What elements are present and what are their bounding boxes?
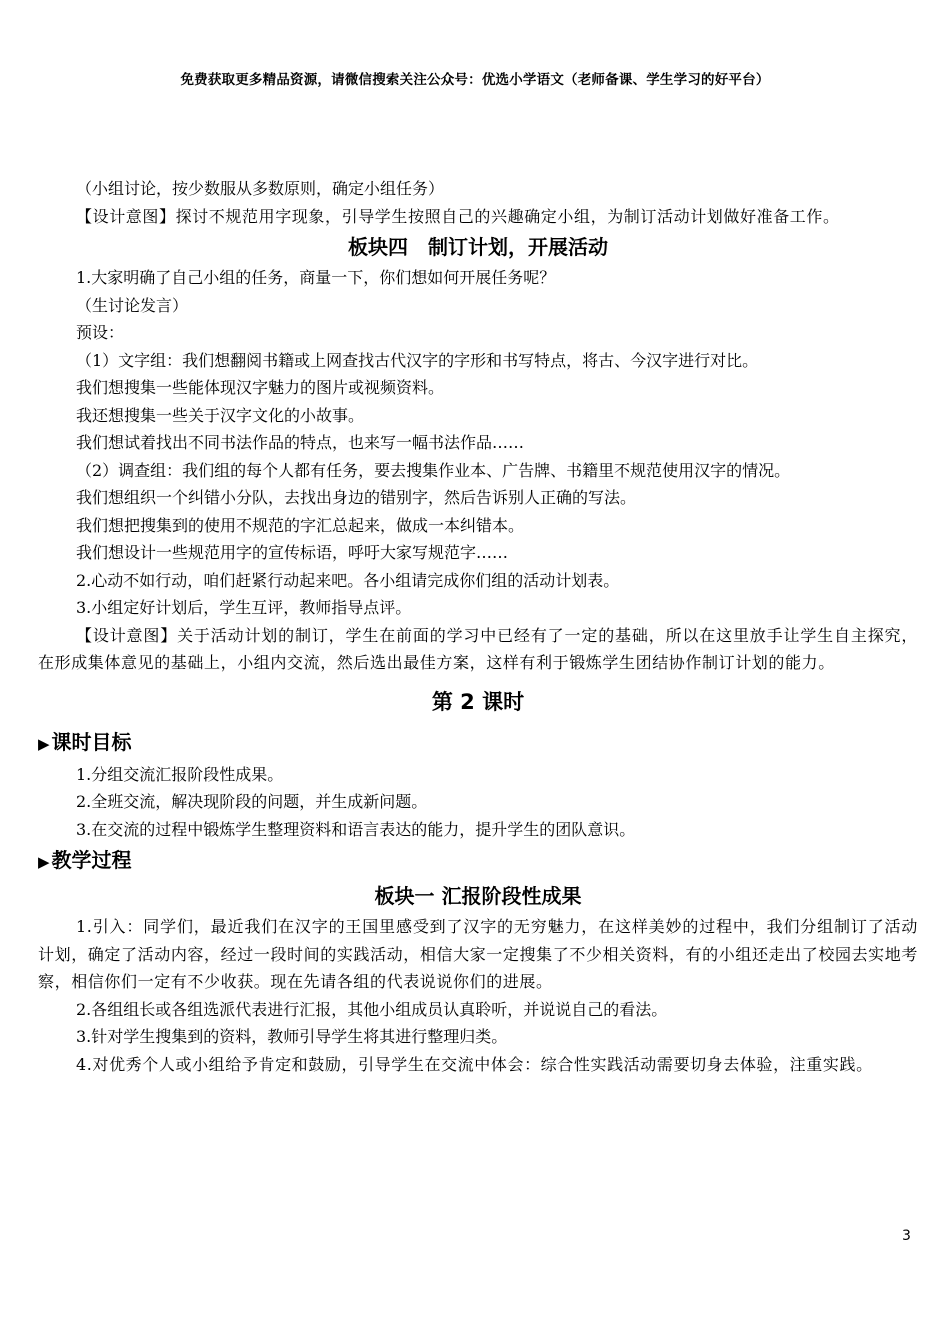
goals-section-title: ▶ 课时目标 (38, 729, 132, 754)
promo-banner: 免费获取更多精品资源，请微信搜索关注公众号：优选小学语文（老师备课、学生学习的好平台） (180, 72, 770, 88)
design-intent-text: 探讨不规范用字现象，引导学生按照自己的兴趣确定小组，为制订活动计划做好准备工作。 (175, 206, 840, 226)
design-intent-label: 【设计意图】 (76, 625, 178, 645)
text-group-line: 我们想试着找出不同书法作品的特点，也来写一幅书法作品…… (76, 433, 525, 452)
survey-group-line: （2）调查组：我们组的每个人都有任务，要去搜集作业本、广告牌、书籍里不规范使用汉字的情况。 (76, 460, 791, 480)
block1-heading: 板块一 汇报阶段性成果 (374, 884, 582, 908)
goal-item: 3.在交流的过程中锻炼学生整理资料和语言表达的能力，提升学生的团队意识。 (76, 819, 636, 839)
process-item: 1.引入：同学们，最近我们在汉字的王国里感受到了汉字的无穷魅力，在这样美妙的过程中，我们分组制订了活动计划，确定了活动内容，经过一段时间的实践活动，相信大家一定搜集了不少相关资料，有的小组还走出了校园去实地考察，相信你们一定有不少收获。现在先请各组的代表说说你们的进展。 (38, 917, 918, 991)
page-number: 3 (902, 1228, 911, 1244)
triangle-bullet-icon: ▶ (38, 853, 50, 871)
lesson-2-heading: 第 2 课时 (431, 689, 525, 714)
question-1: 1.大家明确了自己小组的任务，商量一下，你们想如何开展任务呢？ (76, 268, 556, 287)
text-group-line: （1）文字组：我们想翻阅书籍或上网查找古代汉字的字形和书写特点，将古、今汉字进行对比。 (76, 350, 759, 370)
discussion-note: （小组讨论，按少数服从多数原则，确定小组任务） (76, 179, 445, 198)
process-item: 2.各组组长或各组选派代表进行汇报，其他小组成员认真聆听，并说说自己的看法。 (76, 999, 668, 1019)
design-intent-label: 【设计意图】 (76, 206, 176, 226)
process-item: 4.对优秀个人或小组给予肯定和鼓励，引导学生在交流中体会：综合性实践活动需要切身去体验，注重实践。 (76, 1054, 873, 1074)
question-2: 2.心动不如行动，咱们赶紧行动起来吧。各小组请完成你们组的活动计划表。 (76, 570, 620, 590)
survey-group-line: 我们想设计一些规范用字的宣传标语，呼吁大家写规范字…… (76, 543, 509, 562)
triangle-bullet-icon: ▶ (38, 734, 50, 753)
design-intent-text: 关于活动计划的制订，学生在前面的学习中已经有了一定的基础，所以在这里放手让学生自主探究，在形成集体意见的基础上，小组内交流，然后选出最佳方案，这样有利于锻炼学生团结协作制订计划的能力。 (38, 625, 918, 672)
goal-item: 1.分组交流汇报阶段性成果。 (76, 764, 284, 784)
student-discussion-note: （生讨论发言） (76, 295, 189, 315)
process-item: 3.针对学生搜集到的资料，教师引导学生将其进行整理归类。 (76, 1027, 508, 1046)
survey-group-line: 我们想组织一个纠错小分队，去找出身边的错别字，然后告诉别人正确的写法。 (76, 488, 637, 507)
text-group-line: 我们想搜集一些能体现汉字魅力的图片或视频资料。 (76, 378, 445, 397)
design-intent-paragraph (38, 203, 918, 231)
process-section-title: ▶ 教学过程 (38, 848, 132, 872)
question-3: 3.小组定好计划后，学生互评，教师指导点评。 (76, 598, 412, 617)
goal-item: 2.全班交流，解决现阶段的问题，并生成新问题。 (76, 792, 428, 811)
design-intent-paragraph (38, 622, 918, 677)
block4-heading: 板块四 制订计划，开展活动 (348, 235, 608, 259)
text-group-line: 我还想搜集一些关于汉字文化的小故事。 (76, 405, 365, 425)
preset-label: 预设： (76, 323, 125, 342)
document-body (38, 175, 918, 1078)
survey-group-line: 我们想把搜集到的使用不规范的字汇总起来，做成一本纠错本。 (76, 515, 525, 535)
